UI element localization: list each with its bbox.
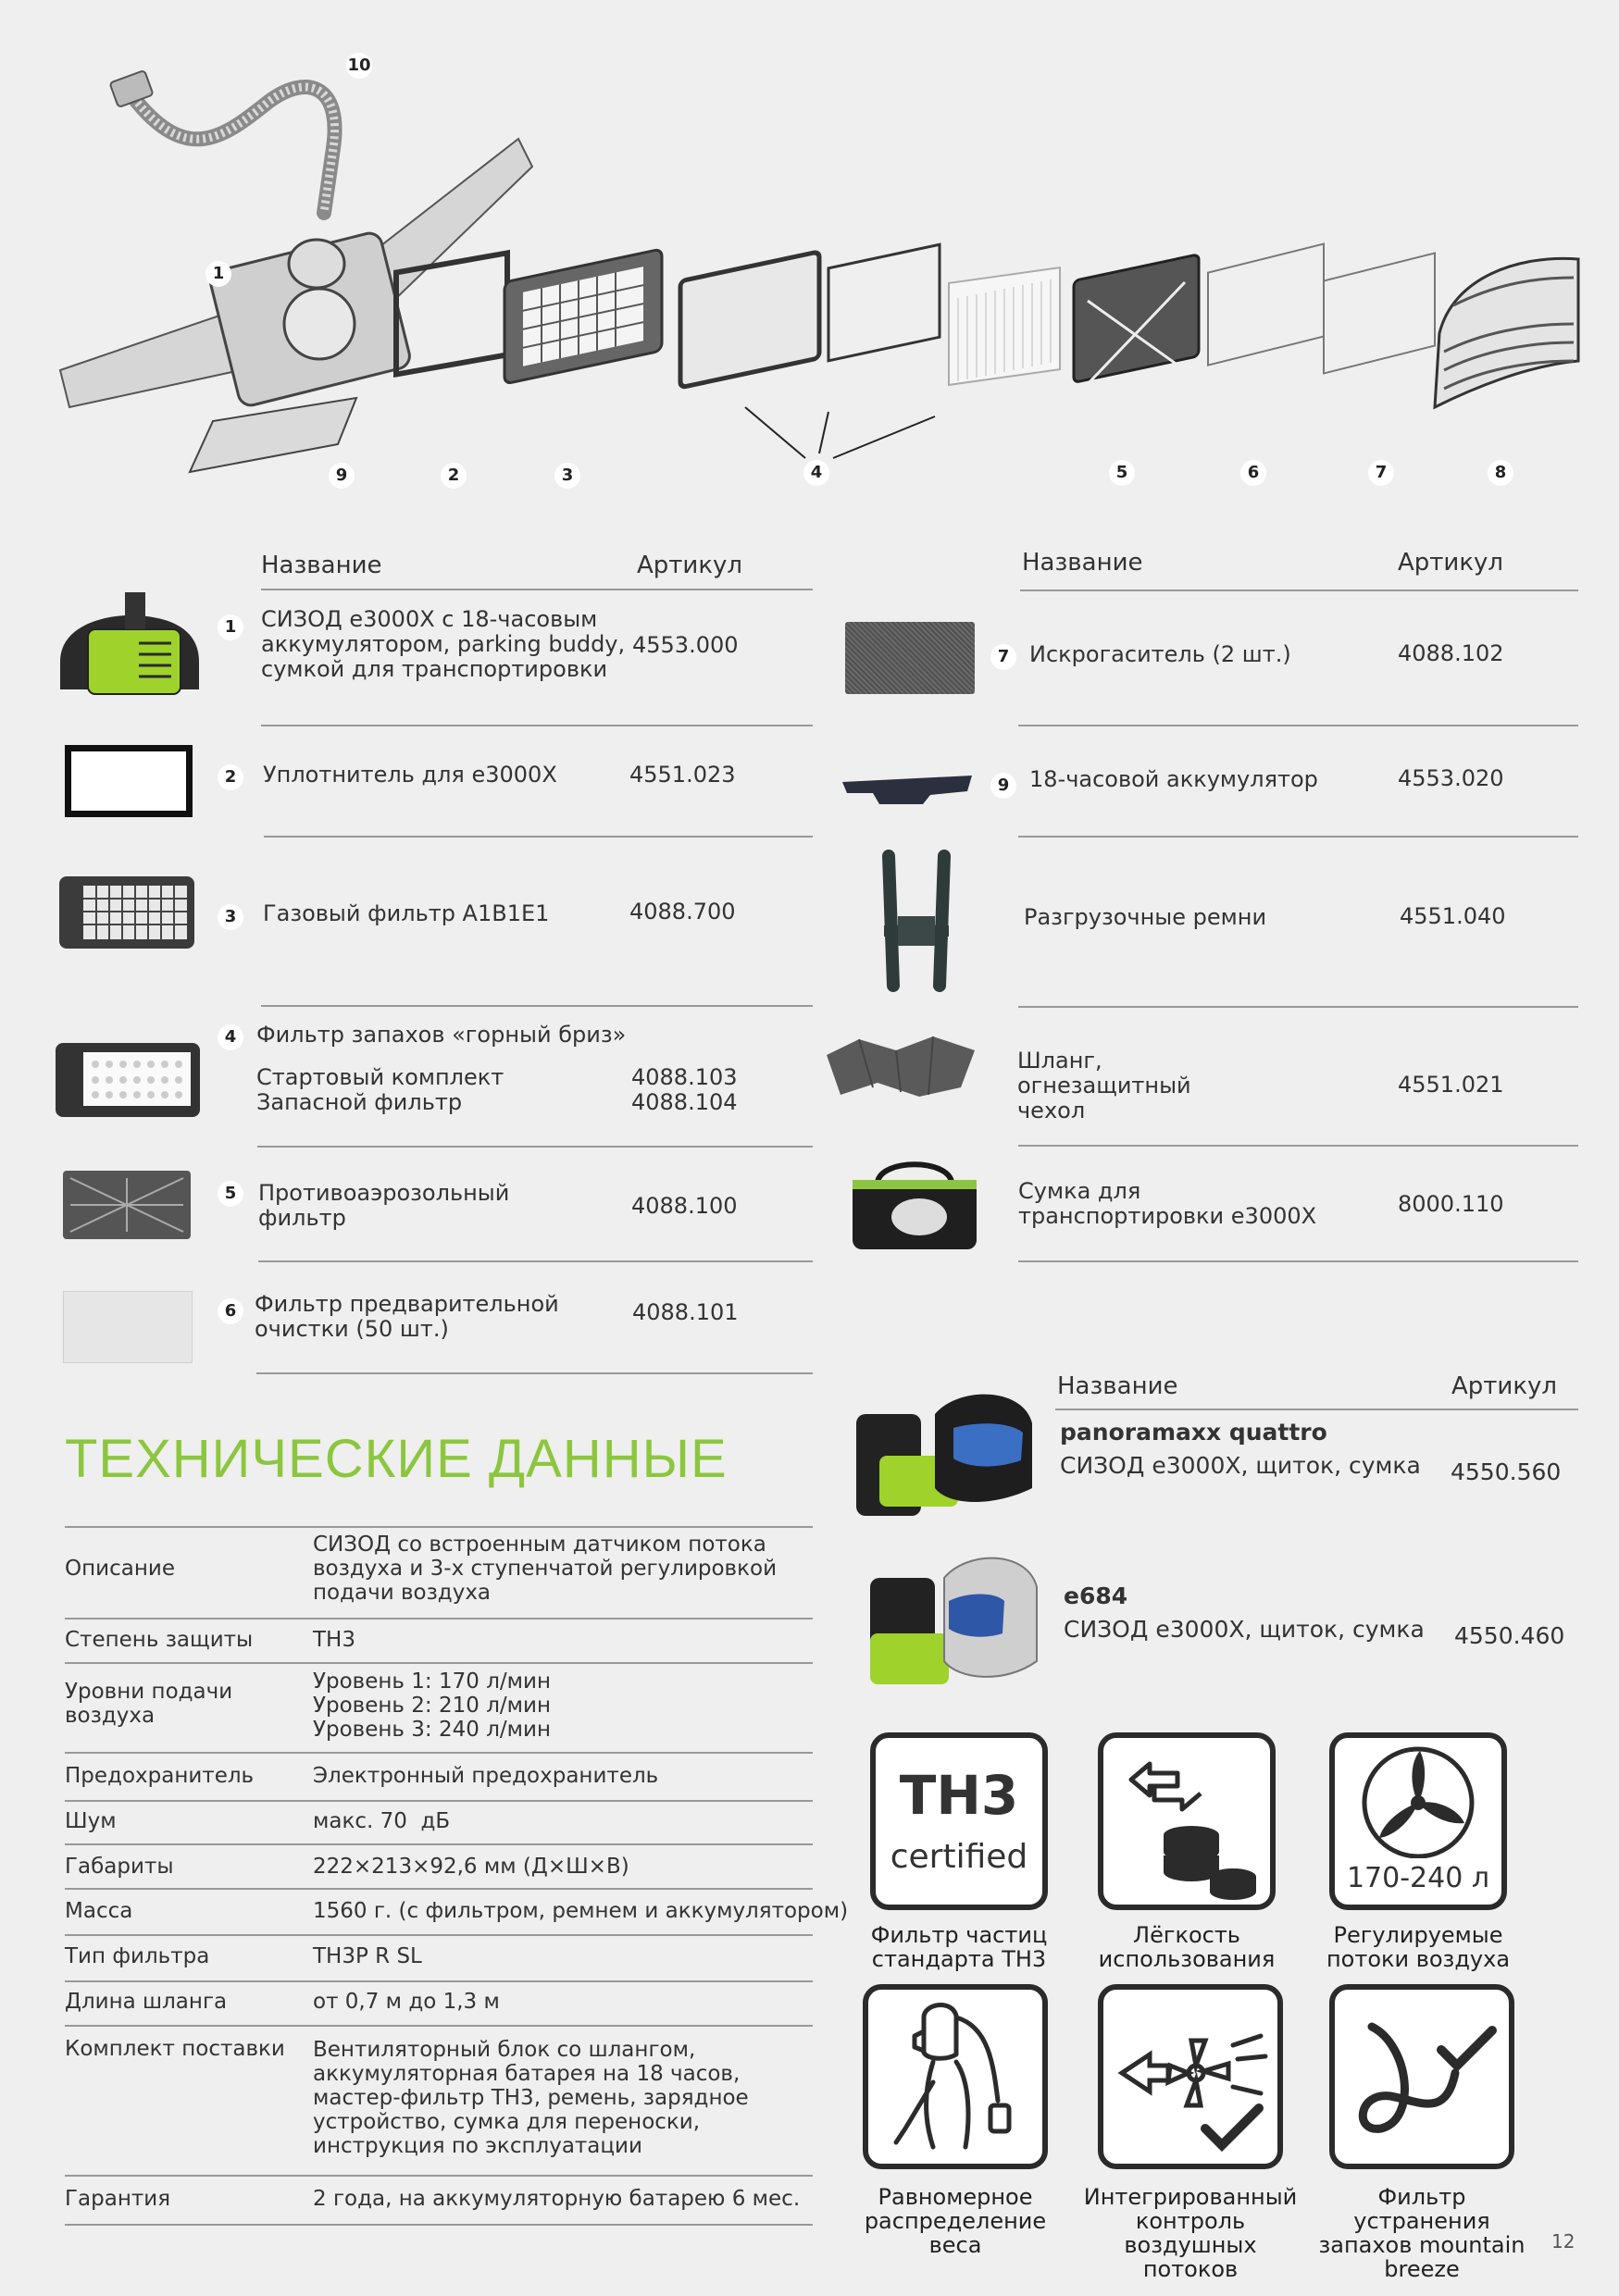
tech-value-delivery-set: Вентиляторный блок со шлангом, аккумуляторная батарея на 18 часов, мастер-фильтр TH3, ремень, зарядное устройство, сумка для переноски, инструкция по эксплуатации [313,2038,749,2158]
tech-rule [65,1800,813,1802]
item-2-name: Уплотнитель для e3000X [263,762,557,788]
item-6-article: 4088.101 [632,1299,739,1325]
battery-thumbnail [838,762,977,808]
kit-1-title: panoramaxx quattro [1060,1419,1327,1446]
item-3-number: 3 [218,904,243,930]
right-header-rule [1020,590,1578,591]
callout-10: 10 [346,53,372,79]
tech-rule [65,1662,813,1664]
item-4-spare-filter: Запасной фильтр [256,1089,463,1115]
e684-kit-image [856,1550,1041,1698]
th3-text: TH3 [899,1764,1019,1827]
fan-flow-icon [1329,1732,1507,1910]
left-row-rule [258,1260,813,1262]
odor-filter-thumbnail [54,1041,202,1120]
item-9-article: 4553.020 [1398,765,1504,791]
odor-filter-icon [1329,1984,1514,2169]
right-row-rule [1018,725,1578,726]
right-row-rule [1018,836,1578,838]
item-3-name: Газовый фильтр A1B1E1 [263,900,550,926]
weight-distribution-icon [863,1984,1048,2169]
tech-value-noise: макс. 70 дБ [313,1809,451,1833]
tech-value-protection: TH3 [313,1628,355,1652]
item-7-number: 7 [990,644,1016,670]
callout-8: 8 [1488,460,1513,486]
feature-4-caption: Равномерное распределение веса [864,2184,1047,2258]
ease-of-use-icon [1098,1732,1276,1910]
item-6-name: Фильтр предварительной очистки (50 шт.) [255,1291,559,1342]
callout-4: 4 [803,460,829,486]
page-number: 12 [1551,2230,1575,2253]
tech-rule [65,2025,813,2027]
tech-value-weight: 1560 г. (с фильтром, ремнем и аккумулятором) [313,1899,849,1923]
callout-6: 6 [1240,460,1266,486]
tech-rule [65,1888,813,1890]
fan-flow-range: 170-240 л [1346,1862,1490,1894]
harness-name: Разгрузочные ремни [1024,904,1267,930]
callout-7: 7 [1368,460,1394,486]
tech-rule [65,1526,813,1528]
callout-2: 2 [441,463,467,489]
right-row-rule [1018,1260,1578,1262]
e3000x-unit-thumbnail [51,588,208,717]
tech-label-hose-length: Длина шланга [65,1990,228,2014]
gas-filter-thumbnail [57,875,196,950]
tech-rule [65,1752,813,1754]
tech-label-description: Описание [65,1557,175,1581]
kits-col-name-header: Название [1057,1372,1178,1400]
item-5-article: 4088.100 [631,1193,738,1219]
seal-thumbnail [65,745,193,817]
right-row-rule [1018,1145,1578,1147]
item-2-article: 4551.023 [629,762,736,788]
tech-label-delivery-set: Комплект поставки [65,2037,285,2061]
tech-value-dimensions: 222×213×92,6 мм (Д×Ш×В) [313,1855,629,1879]
item-7-article: 4088.102 [1398,640,1504,666]
tech-value-hose-length: от 0,7 м до 1,3 м [313,1990,500,2014]
feature-3-caption: Регулируемые потоки воздуха [1326,1922,1511,1972]
kits-header-rule [1055,1409,1578,1410]
item-9-name: 18-часовой аккумулятор [1029,766,1318,792]
item-1-article: 4553.000 [632,632,739,658]
spark-arrester-thumbnail [845,622,975,694]
tech-value-description: СИЗОД со встроенным датчиком потока воздуха и 3-х ступенчатой регулировкой подачи воздуха [313,1533,778,1605]
left-col-name-header: Название [261,552,382,579]
tech-rule [65,1843,813,1845]
left-row-rule [264,836,813,838]
feature-1-caption: Фильтр частиц стандарта TH3 [870,1922,1048,1972]
tech-label-airflow: Уровни подачи воздуха [65,1680,233,1728]
item-4-number: 4 [218,1024,243,1050]
prefilter-thumbnail [63,1291,193,1363]
harness-article: 4551.040 [1400,903,1506,929]
flow-control-icon [1098,1984,1283,2169]
tech-label-noise: Шум [65,1809,117,1833]
item-4-starter-kit-article: 4088.103 [631,1064,738,1090]
tech-rule [65,1618,813,1620]
tech-label-protection: Степень защиты [65,1628,254,1652]
th3-certified-icon [870,1732,1048,1910]
tech-value-airflow: Уровень 1: 170 л/мин Уровень 2: 210 л/мин Уровень 3: 240 л/мин [313,1669,551,1742]
tech-value-filter-type: TH3P R SL [313,1944,422,1968]
bag-article: 8000.110 [1398,1191,1504,1217]
item-3-article: 4088.700 [629,899,736,925]
item-9-number: 9 [990,773,1016,799]
right-col-name-header: Название [1022,549,1143,577]
feature-5-caption: Интегрированный контроль воздушных потоков [1083,2184,1298,2282]
right-col-article-header: Артикул [1398,549,1504,577]
hose-cover-article: 4551.021 [1398,1072,1504,1098]
hose-cover-name: Шланг, огнезащитный чехол [1017,1048,1191,1123]
left-row-rule [261,1005,813,1007]
left-row-rule [257,1146,813,1148]
bag-name: Сумка для транспортировки e3000X [1018,1178,1317,1229]
feature-2-caption: Лёгкость использования [1098,1922,1276,1972]
panoramaxx-kit-image [847,1386,1037,1520]
item-7-name: Искрогаситель (2 шт.) [1029,641,1291,667]
tech-label-fuse: Предохранитель [65,1764,255,1788]
tech-value-warranty: 2 года, на аккумуляторную батарею 6 мес. [313,2187,801,2211]
item-4-name: Фильтр запахов «горный бриз» [256,1022,627,1048]
callout-5: 5 [1109,460,1135,486]
kit-2-desc: СИЗОД e3000X, щиток, сумка [1064,1616,1425,1643]
left-row-rule [256,1372,813,1374]
item-5-name: Противоаэрозольный фильтр [258,1180,510,1231]
item-6-number: 6 [218,1298,243,1324]
tech-label-warranty: Гарантия [65,2187,171,2211]
kit-1-desc: СИЗОД e3000X, щиток, сумка [1060,1452,1421,1479]
callout-3: 3 [554,463,580,489]
kits-col-article-header: Артикул [1451,1372,1558,1400]
item-1-name: СИЗОД e3000X с 18-часовым аккумулятором, parking buddy, сумкой для транспортировки [261,606,626,682]
callout-9: 9 [329,463,355,489]
certified-text: certified [890,1838,1028,1876]
kit-1-article: 4550.560 [1451,1458,1562,1485]
tech-label-dimensions: Габариты [65,1855,174,1879]
tech-rule [65,2175,813,2177]
kit-2-article: 4550.460 [1454,1622,1565,1649]
left-header-rule [261,589,813,590]
item-2-number: 2 [218,764,243,790]
left-row-rule [261,725,813,726]
left-col-article-header: Артикул [637,552,743,579]
bag-thumbnail [845,1154,984,1256]
tech-rule [65,1934,813,1936]
tech-rule [65,2224,813,2226]
tech-value-fuse: Электронный предохранитель [313,1764,659,1788]
feature-6-caption: Фильтр устранения запахов mountain breeze [1318,2184,1526,2282]
aerosol-filter-thumbnail [61,1169,193,1241]
tech-rule [65,1980,813,1982]
item-4-spare-filter-article: 4088.104 [631,1089,738,1115]
kit-2-title: e684 [1064,1582,1128,1609]
tech-label-filter-type: Тип фильтра [65,1944,210,1968]
exploded-diagram [0,0,1619,518]
item-1-number: 1 [218,614,243,640]
tech-data-title: ТЕХНИЧЕСКИЕ ДАННЫЕ [65,1429,728,1489]
item-4-starter-kit: Стартовый комплект [256,1064,504,1090]
harness-thumbnail [861,847,972,1004]
callout-1: 1 [205,261,231,287]
right-row-rule [1018,1006,1578,1008]
hose-cover-thumbnail [822,1032,979,1101]
item-5-number: 5 [218,1181,243,1207]
tech-label-weight: Масса [65,1899,133,1923]
